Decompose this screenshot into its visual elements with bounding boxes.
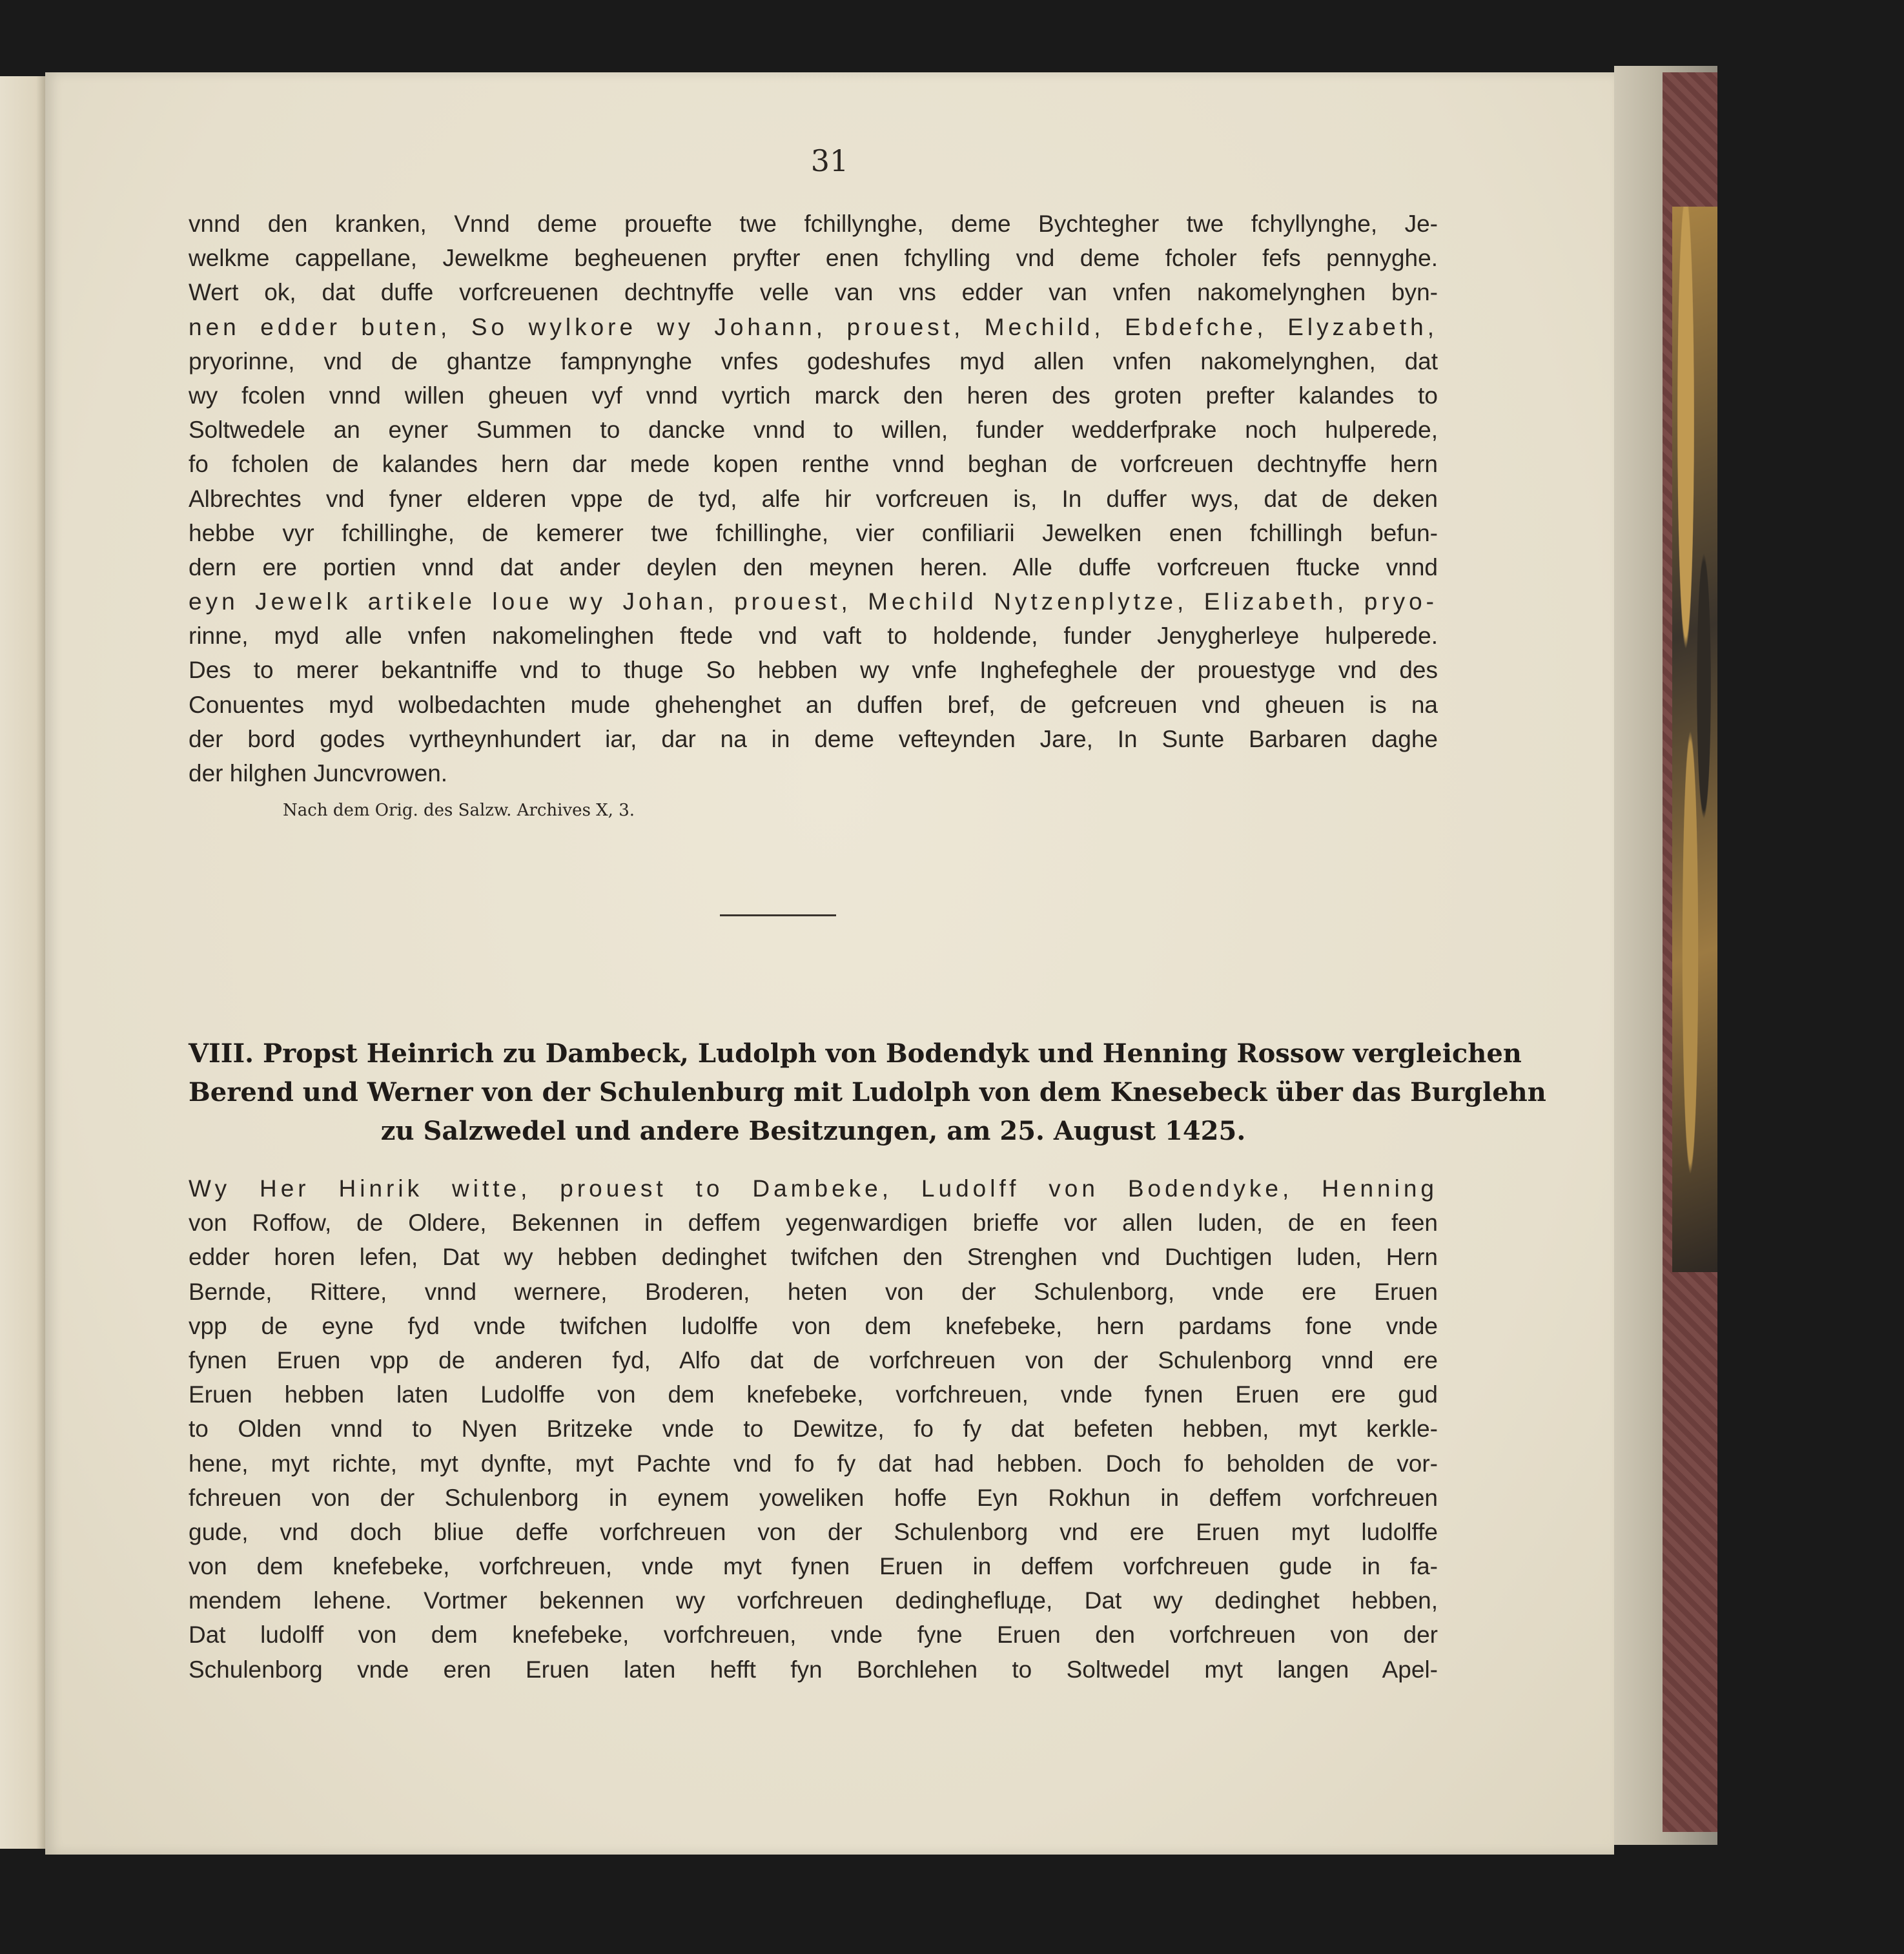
text-line: eyn Jewelk artikele loue wy Johan, prouest, Mechild Nytzenplytze, Elizabeth, pryo- — [189, 588, 1438, 615]
section-heading — [189, 1034, 1546, 1151]
page-number: 31 — [810, 143, 849, 178]
text-line: Albrechtes vnd fyner elderen vppe de tyd, alfe hir vorfcreuen is, In duffer wys, dat de deken — [189, 485, 1438, 512]
text-line: vpp de eyne fyd vnde twifchen ludolffe von dem knefebeke, hern pardams fone vnde — [189, 1312, 1438, 1339]
text-line: edder horen lefen, Dat wy hebben dedinghet twifchen den Strenghen vnd Duchtigen luden, Hern — [189, 1244, 1438, 1271]
text-line: von Roffow, de Oldere, Bekennen in deffem yegenwardigen brieffe vor allen luden, de en feen — [189, 1209, 1438, 1237]
text-line: welkme cappellane, Jewelkme begheuenen pryfter enen fchylling vnd deme fcholer fefs pennyghe. — [189, 245, 1438, 272]
text-line: mendem lehene. Vortmer bekennen wy vorfchreuen dedinghefluде, Dat wy dedinghet hebben, — [189, 1587, 1438, 1614]
heading-line: Berend und Werner von der Schulenburg mit Ludolph von dem Knesebeck über das Burglehn — [189, 1077, 1546, 1107]
text-line: Wy Her Hinrik witte, prouest to Dambeke, Ludolff von Bodendyke, Henning — [189, 1175, 1438, 1202]
marbled-endpaper — [1672, 207, 1717, 1272]
text-line: Eruen hebben laten Ludolffe von dem knefebeke, vorfchreuen, vnde fynen Eruen ere gud — [189, 1381, 1438, 1408]
text-line: rinne, myd alle vnfen nakomelinghen ftede vnd vaft to holdende, funder Jenygherleye hulperede. — [189, 622, 1438, 650]
text-line: wy fcolen vnnd willen gheuen vyf vnnd vyrtich marck den heren des groten prefter kalandes to — [189, 382, 1438, 409]
text-line: Des to merer bekantniffe vnd to thuge So hebben wy vnfe Inghefeghele der prouestyge vnd des — [189, 657, 1438, 684]
heading-line: VIII. Propst Heinrich zu Dambeck, Ludolph von Bodendyk und Henning Rossow vergleichen — [189, 1038, 1522, 1069]
text-line: Dat ludolff von dem knefebeke, vorfchreuen, vnde fyne Eruen den vorfchreuen von der — [189, 1621, 1438, 1649]
text-line: gude, vnd doch bliue deffe vorfchreuen von der Schulenborg vnd ere Eruen myt ludolffe — [189, 1518, 1438, 1545]
source-note: Nach dem Orig. des Salzw. Archives X, 3. — [283, 801, 635, 820]
text-line: der hilghen Juncvrowen. — [189, 760, 448, 787]
text-line: vnnd den kranken, Vnnd deme prouefte twe fchillynghe, deme Bychtegher twe fchyllynghe, Je- — [189, 211, 1438, 237]
facing-page-edge — [0, 76, 45, 1849]
paragraph-agreement-text — [189, 1171, 1438, 1687]
book-page — [45, 72, 1614, 1855]
text-line: Soltwedele an eyner Summen to dancke vnnd to willen, funder wedderfprake noch hulperede, — [189, 417, 1438, 444]
text-line: von dem knefebeke, vorfchreuen, vnde myt fynen Eruen in deffem vorfchreuen gude in fa- — [189, 1553, 1438, 1580]
text-line: fynen Eruen vpp de anderen fyd, Alfo dat de vorfchreuen von der Schulenborg vnnd ere — [189, 1346, 1438, 1373]
text-line: der bord godes vyrtheynhundert iar, dar na in deme vefteynden Jare, In Sunte Barbaren daghe — [189, 725, 1438, 752]
heading-line: zu Salzwedel und andere Besitzungen, am 25. August 1425. — [380, 1116, 1246, 1146]
text-line: to Olden vnnd to Nyen Britzeke vnde to Dewitze, fo fy dat befeten hebben, myt kerkle- — [189, 1415, 1438, 1443]
text-line: hene, myt richte, myt dynfte, myt Pachte vnd fo fy dat had hebben. Doch fo beholden de vor- — [189, 1450, 1438, 1477]
text-line: fo fcholen de kalandes hern dar mede kopen renthe vnnd beghan de vorfcreuen dechtnyffe hern — [189, 451, 1438, 478]
text-line: hebbe vyr fchillinghe, de kemerer twe fchillinghe, vier confiliarii Jewelken enen fchillingh befun- — [189, 519, 1438, 546]
text-line: Wert ok, dat duffe vorfcreuenen dechtnyffe velle van vns edder van vnfen nakomelynghen byn- — [189, 279, 1438, 306]
text-line: Schulenborg vnde eren Eruen laten hefft fyn Borchlehen to Soltwedel myt langen Apel- — [189, 1656, 1438, 1683]
text-line: pryorinne, vnd de ghantze fampnynghe vnfes godeshufes myd allen vnfen nakomelynghen, dat — [189, 347, 1438, 375]
text-line: dern ere portien vnnd dat ander deylen den meynen heren. Alle duffe vorfcreuen ftucke vnnd — [189, 553, 1438, 581]
text-line: Bernde, Rittere, vnnd wernere, Broderen, heten von der Schulenborg, vnde ere Eruen — [189, 1278, 1438, 1305]
text-line: fchreuen von der Schulenborg in eynem yoweliken hoffe Eyn Rokhun in deffem vorfchreuen — [189, 1484, 1438, 1511]
section-divider — [720, 914, 836, 916]
text-line: Conuentes myd wolbedachten mude ghehenghet an duffen bref, de gefcreuen vnd gheuen is na — [189, 691, 1438, 718]
text-line: nen edder buten, So wylkore wy Johann, prouest, Mechild, Ebdefche, Elyzabeth, — [189, 313, 1438, 340]
paragraph-charter-text — [189, 207, 1438, 790]
